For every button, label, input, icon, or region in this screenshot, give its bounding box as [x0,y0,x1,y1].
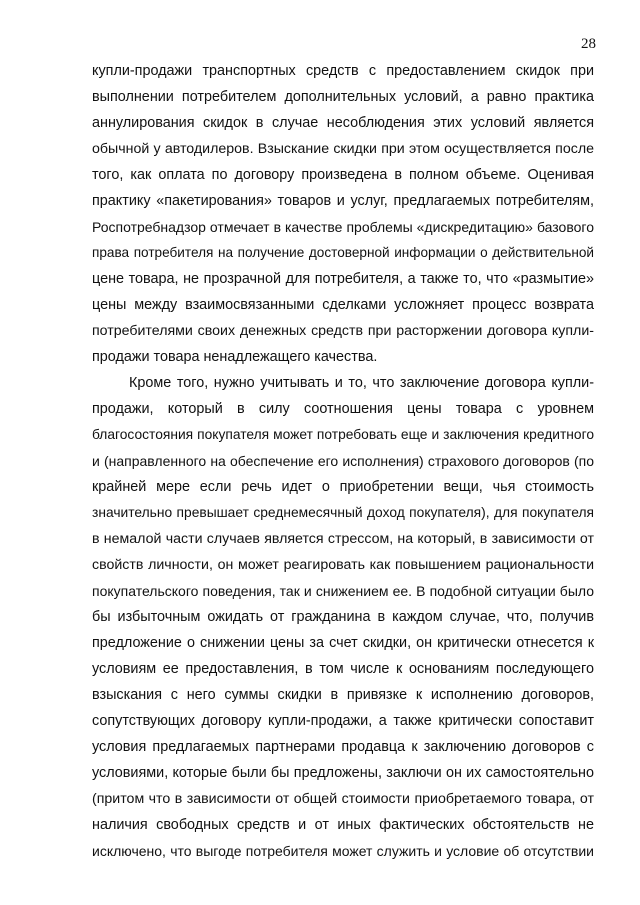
text-line: обычной у автодилеров. Взыскание скидки при этом осуществляется после [92,141,594,157]
text-line: цены между взаимосвязанными сделками усложняет процесс возврата [92,297,594,313]
text-line: Кроме того, нужно учитывать и то, что заключение договора купли- [129,375,594,391]
text-line: значительно превышает среднемесячный доход покупателя), для покупателя [92,505,594,520]
text-line: продажи, который в силу соотношения цены товара с уровнем [92,401,594,417]
text-line: предложение о снижении цены за счет скидки, он критически отнесется к [92,635,594,651]
text-line: (притом что в зависимости от общей стоимости приобретаемого товара, от [92,791,594,807]
text-line: Роспотребнадзор отмечает в качестве проблемы «дискредитацию» базового [92,219,594,235]
text-line: аннулирования скидок в случае несоблюдения этих условий является [92,115,594,131]
text-line: выполнении потребителем дополнительных условий, а равно практика [92,89,594,105]
text-line: крайней мере если речь идет о приобретении вещи, чья стоимость [92,479,594,495]
text-line: исключено, что выгоде потребителя может служить и условие об отсутствии [92,843,594,859]
text-line: благосостояния покупателя может потребовать еще и заключения кредитного [92,427,594,442]
text-line: условиям ее предоставления, в том числе к основаниям последующего [92,661,594,677]
text-line: потребителями своих денежных средств при расторжении договора купли- [92,323,594,339]
text-line: покупательского поведения, так и снижением ее. В подобной ситуации было [92,583,594,599]
text-line: и (направленного на обеспечение его исполнения) страхового договоров (по [92,453,594,469]
text-line: права потребителя на получение достоверной информации о действительной [92,245,594,260]
page-number: 28 [581,36,596,52]
text-line: сопутствующих договору купли-продажи, а также критически сопоставит [92,713,594,729]
text-line: практику «пакетирования» товаров и услуг, предлагаемых потребителям, [92,193,594,209]
text-line: условиями, которые были бы предложены, заключи он их самостоятельно [92,765,594,781]
text-line: бы избыточным ожидать от гражданина в каждом случае, что, получив [92,609,594,625]
text-line: продажи товара ненадлежащего качества. [92,349,378,365]
text-line: взыскания с него суммы скидки в привязке к исполнению договоров, [92,687,594,703]
text-line: цене товара, не прозрачной для потребителя, а также то, что «размытие» [92,271,594,287]
text-line: в немалой части случаев является стрессом, на который, в зависимости от [92,531,594,547]
text-line: условия предлагаемых партнерами продавца к заключению договоров с [92,739,594,755]
text-line: свойств личности, он может реагировать как повышением рациональности [92,557,594,573]
text-line: того, как оплата по договору произведена в полном объеме. Оценивая [92,167,594,183]
text-line: наличия свободных средств и от иных фактических обстоятельств не [92,817,594,833]
text-line: купли-продажи транспортных средств с предоставлением скидок при [92,63,594,79]
